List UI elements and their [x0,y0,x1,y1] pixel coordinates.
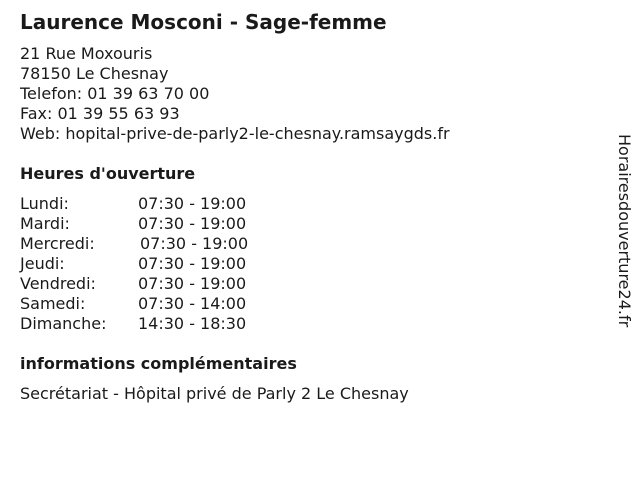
opening-hours-list [20,194,280,334]
hours-row-monday [20,194,280,214]
time-range: 07:30 - 14:00 [138,294,247,313]
hours-row-tuesday [20,214,280,234]
opening-hours-heading: Heures d'ouverture [20,164,196,183]
hours-row-sunday [20,314,280,334]
hours-row-saturday [20,294,280,314]
day-label: Samedi: [20,294,86,313]
day-label: Mardi: [20,214,70,233]
time-range: 14:30 - 18:30 [138,314,247,333]
time-range: 07:30 - 19:00 [138,254,247,273]
site-watermark [612,134,636,374]
watermark-text: Horairesdouverture24.fr [615,134,634,328]
day-label: Jeudi: [20,254,65,273]
day-label: Lundi: [20,194,69,213]
street-address: 21 Rue Moxouris [20,44,153,63]
phone-number: Telefon: 01 39 63 70 00 [20,84,210,103]
additional-info-text: Secrétariat - Hôpital privé de Parly 2 Le Chesnay [20,384,409,403]
hours-row-friday [20,274,280,294]
day-label: Dimanche: [20,314,107,333]
day-label: Mercredi: [20,234,95,253]
address-block [20,44,450,144]
additional-info-heading: informations complémentaires [20,354,297,373]
hours-row-thursday [20,254,280,274]
page-title: Laurence Mosconi - Sage-femme [20,10,387,34]
website-link[interactable]: Web: hopital-prive-de-parly2-le-chesnay.ramsaygds.fr [20,124,450,143]
time-range: 07:30 - 19:00 [138,214,247,233]
day-label: Vendredi: [20,274,96,293]
time-range: 07:30 - 19:00 [138,194,247,213]
city-postal: 78150 Le Chesnay [20,64,169,83]
time-range: 07:30 - 19:00 [138,274,247,293]
time-range: 07:30 - 19:00 [140,234,249,253]
hours-row-wednesday [20,234,280,254]
fax-number: Fax: 01 39 55 63 93 [20,104,180,123]
